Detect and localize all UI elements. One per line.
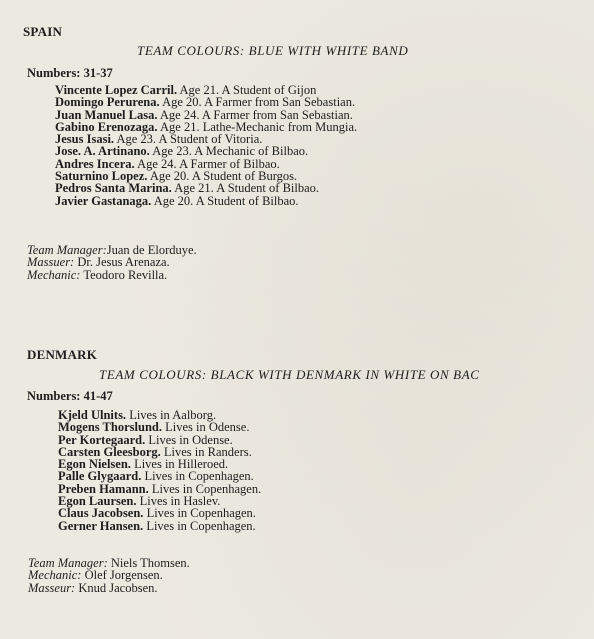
country-heading: SPAIN xyxy=(23,24,63,39)
rider-detail: Lives in Randers. xyxy=(163,444,252,459)
staff-role: Team Manager: xyxy=(27,243,107,257)
rider-detail: Age 23. A Mechanic of Bilbao. xyxy=(152,144,309,159)
staff-list xyxy=(28,557,190,594)
staff-role: Massuer: xyxy=(27,255,75,270)
rider-name: Javier Gastanaga. xyxy=(55,193,152,208)
rider-detail: Lives in Hilleroed. xyxy=(134,457,229,472)
rider-detail: Lives in Odense. xyxy=(148,432,233,447)
rider-detail: Lives in Copenhagen. xyxy=(144,469,254,484)
staff-role: Mechanic: xyxy=(27,267,81,282)
team-numbers: Numbers: 41-47 xyxy=(27,389,113,403)
rider-detail: Age 21. A Student of Bilbao. xyxy=(174,181,320,196)
rider-name: Egon Laursen. xyxy=(58,494,137,509)
rider-name: Jesus Isasi. xyxy=(55,132,115,147)
rider-name: Saturnino Lopez. xyxy=(55,169,148,184)
rider-name: Palle Glygaard. xyxy=(58,469,142,484)
rider-list xyxy=(55,84,357,207)
rider-detail: Lives in Copenhagen. xyxy=(146,518,256,533)
team-numbers: Numbers: 31-37 xyxy=(27,66,113,80)
rider-name: Carsten Gleesborg. xyxy=(58,444,161,459)
country-heading: DENMARK xyxy=(27,347,98,362)
staff-name: Niels Thomsen. xyxy=(110,556,190,570)
rider-detail: Age 24. A Farmer from San Sebastian. xyxy=(159,107,353,122)
rider-entry xyxy=(55,195,357,207)
rider-detail: Age 21. Lathe-Mechanic from Mungia. xyxy=(160,119,358,134)
staff-role: Team Manager: xyxy=(28,556,108,570)
rider-name: Gabino Erenozaga. xyxy=(55,119,158,134)
rider-name: Mogens Thorslund. xyxy=(58,420,162,435)
rider-detail: Age 24. A Farmer of Bilbao. xyxy=(137,156,280,171)
rider-name: Domingo Perurena. xyxy=(55,95,160,110)
staff-entry xyxy=(28,582,190,594)
staff-role: Mechanic: xyxy=(28,568,82,583)
rider-detail: Age 20. A Farmer from San Sebastian. xyxy=(162,95,356,110)
rider-list xyxy=(58,409,261,532)
rider-name: Pedros Santa Marina. xyxy=(55,181,172,196)
staff-entry xyxy=(27,269,197,281)
rider-name: Jose. A. Artinano. xyxy=(55,144,150,159)
rider-name: Kjeld Ulnits. xyxy=(58,408,127,422)
rider-entry xyxy=(58,520,261,532)
team-colours: TEAM COLOURS: BLUE WITH WHITE BAND xyxy=(137,43,409,58)
rider-name: Per Kortegaard. xyxy=(58,432,146,447)
staff-name: Dr. Jesus Arenaza. xyxy=(77,255,170,270)
staff-list xyxy=(27,244,197,281)
rider-detail: Lives in Odense. xyxy=(165,420,250,435)
staff-name: Olef Jorgensen. xyxy=(84,568,163,583)
rider-name: Preben Hamann. xyxy=(58,481,149,496)
staff-name: Knud Jacobsen. xyxy=(78,580,158,595)
rider-name: Vincente Lopez Carril. xyxy=(55,83,178,97)
rider-name: Juan Manuel Lasa. xyxy=(55,107,158,122)
rider-name: Egon Nielsen. xyxy=(58,457,131,472)
staff-role: Masseur: xyxy=(28,580,76,595)
team-colours: TEAM COLOURS: BLACK WITH DENMARK IN WHITE ON BAC xyxy=(99,367,480,382)
rider-detail: Lives in Aalborg. xyxy=(129,408,217,422)
rider-detail: Age 23. A Student of Vitoria. xyxy=(116,132,263,147)
rider-detail: Age 20. A Student of Burgos. xyxy=(149,169,298,184)
rider-detail: Lives in Haslev. xyxy=(139,494,221,509)
rider-detail: Lives in Copenhagen. xyxy=(146,506,256,521)
rider-name: Gerner Hansen. xyxy=(58,518,144,533)
rider-detail: Age 21. A Student of Gijon xyxy=(179,83,317,97)
rider-name: Andres Incera. xyxy=(55,156,135,171)
staff-name: Teodoro Revilla. xyxy=(83,267,168,282)
rider-name: Claus Jacobsen. xyxy=(58,506,144,521)
staff-name: Juan de Elorduye. xyxy=(106,243,197,257)
rider-detail: Lives in Copenhagen. xyxy=(151,481,262,496)
rider-detail: Age 20. A Student of Bilbao. xyxy=(153,193,299,208)
